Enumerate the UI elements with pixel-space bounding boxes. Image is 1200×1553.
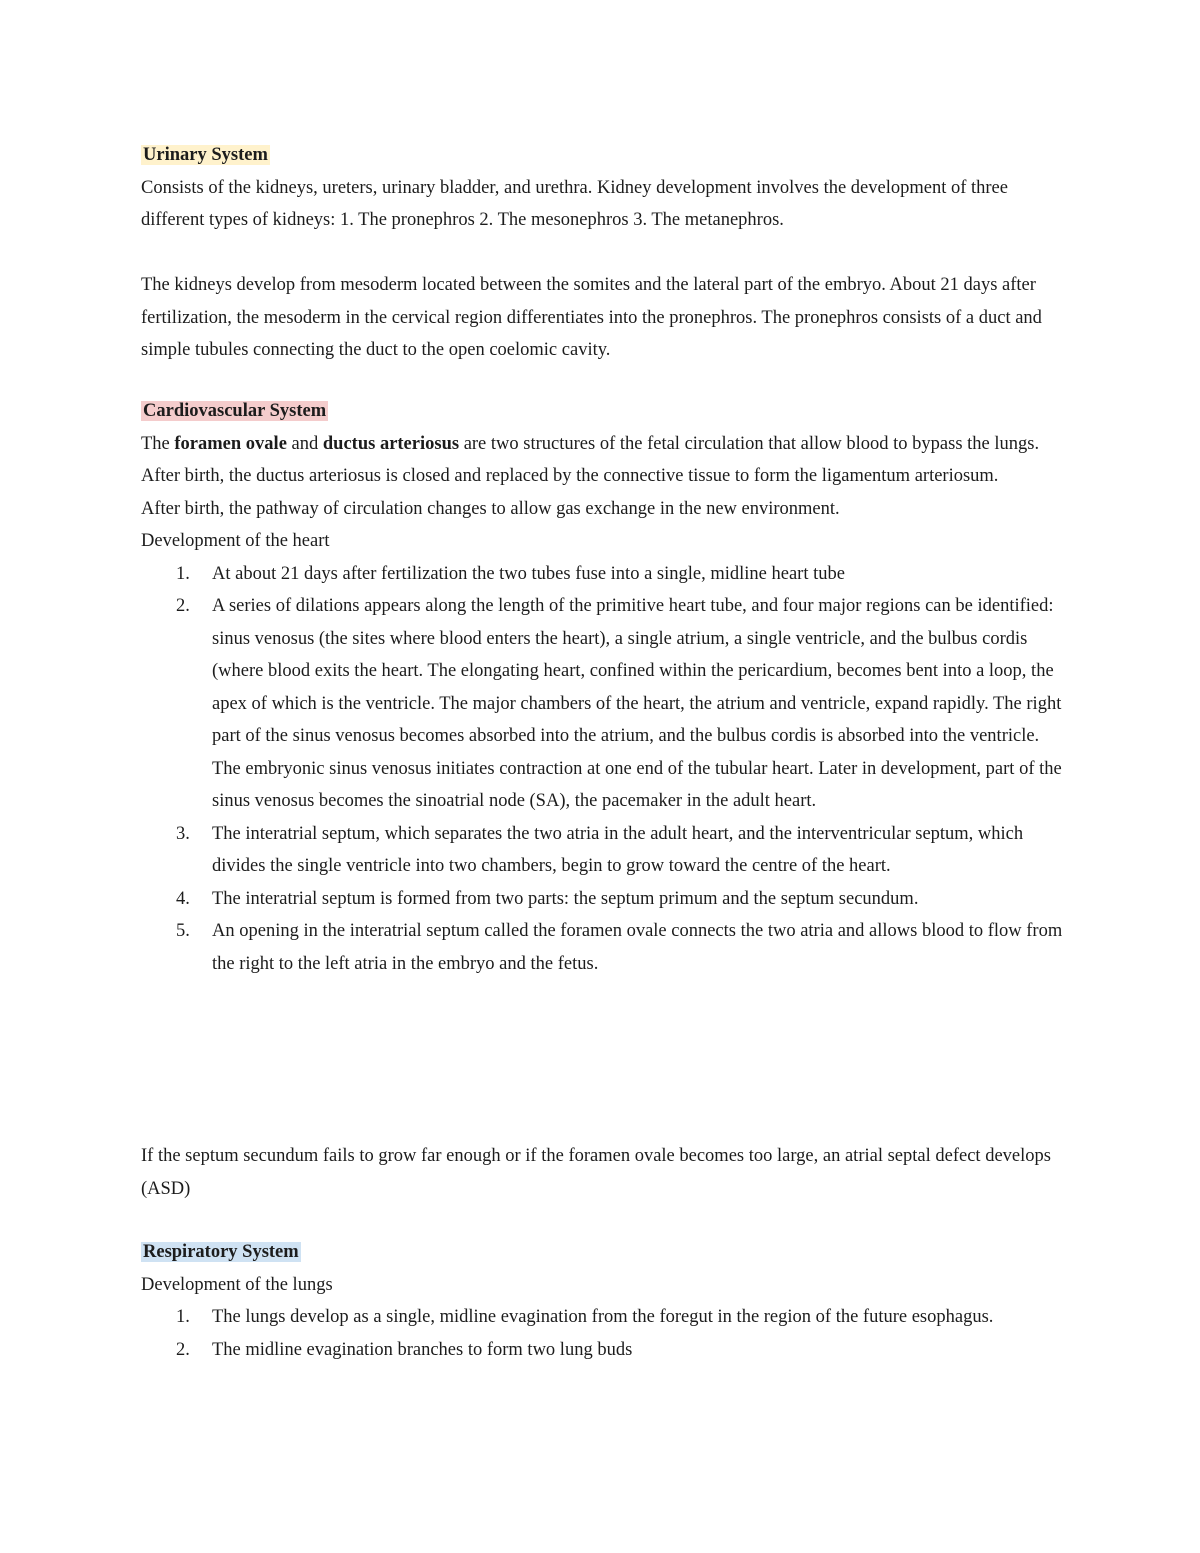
urinary-heading: Urinary System [143,145,268,165]
intro-text-end: are two structures of the fetal circulation that allow blood to bypass the lungs. [459,433,1040,454]
list-item-text: The midline evagination branches to form two lung buds [212,1339,633,1360]
list-item-text: A series of dilations appears along the length of the primitive heart tube, and four major regions can be identified: sinus venosus (the sites where blood enters the heart), a single atrium, a single ventricle, and the bulbus cordis (where blood exits the heart. The elongating heart, confined within the pericardium, becomes bent into a loop, the apex of which is the ventricle. The major chambers of the heart, the atrium and ventricle, expand rapidly. The right part of the sinus venosus becomes absorbed into the atrium, and the bulbus cordis is absorbed into the ventricle. The embryonic sinus venosus initiates contraction at one end of the tubular heart. Later in development, part of the sinus venosus becomes the sinoatrial node (SA), the pacemaker in the adult heart. [212,596,1062,811]
cardiovascular-heading: Cardiovascular System [143,401,327,421]
list-number: 2. [176,596,190,616]
asd-paragraph: If the septum secundum fails to grow far enough or if the foramen ovale becomes too large, an atrial septal defect develops (ASD) [141,1146,1051,1199]
list-item [141,590,1066,818]
lung-development-list [141,1301,1066,1366]
asd-paragraph-block [141,1140,1066,1205]
list-number: 2. [176,1339,190,1360]
cardiovascular-paragraph-3: After birth, the pathway of circulation changes to allow gas exchange in the new environment. [141,498,840,519]
list-item-text: At about 21 days after fertilization the two tubes fuse into a single, midline heart tube [212,563,845,584]
heart-development-label: Development of the heart [141,531,330,551]
urinary-paragraph-2-block [141,269,1066,367]
heart-development-list [141,558,1066,981]
list-number: 4. [176,888,190,909]
cardiovascular-section [141,395,1066,980]
list-item [141,883,1066,916]
ductus-arteriosus-term: ductus arteriosus [322,433,460,454]
intro-text-mid: and [286,433,323,454]
cardiovascular-paragraph-2: After birth, the ductus arteriosus is closed and replaced by the connective tissue to form the ligamentum arteriosum. [141,466,999,486]
lung-development-label: Development of the lungs [141,1274,333,1295]
urinary-paragraph-1: Consists of the kidneys, ureters, urinary bladder, and urethra. Kidney development involves the development of three different types of kidneys: 1. The pronephros 2. The mesonephros 3. The metanephros. [141,177,1008,230]
list-number: 1. [176,1307,190,1327]
urinary-section [141,139,1066,237]
list-item-text: The interatrial septum is formed from two parts: the septum primum and the septum secundum. [212,888,919,909]
cardiovascular-intro [141,428,1066,461]
list-item [141,558,1066,591]
list-item-text: The interatrial septum, which separates the two atria in the adult heart, and the interventricular septum, which divides the single ventricle into two chambers, begin to grow toward the centre of the heart. [212,823,1024,876]
foramen-ovale-term: foramen ovale [174,433,287,454]
intro-text-start: The [141,433,175,454]
list-item [141,915,1066,980]
list-item-text: The lungs develop as a single, midline evagination from the foregut in the region of the future esophagus. [212,1307,994,1327]
respiratory-heading: Respiratory System [143,1242,299,1262]
list-item [141,1301,1066,1334]
list-number: 1. [176,563,190,584]
list-number: 5. [176,921,190,941]
respiratory-section [141,1236,1066,1366]
list-number: 3. [176,823,190,844]
list-item-text: An opening in the interatrial septum called the foramen ovale connects the two atria and allows blood to flow from the right to the left atria in the embryo and the fetus. [212,921,1063,974]
list-item [141,1334,1066,1367]
urinary-paragraph-2: The kidneys develop from mesoderm located between the somites and the lateral part of the embryo. About 21 days after fertilization, the mesoderm in the cervical region differentiates into the pronephros. The pronephros consists of a duct and simple tubules connecting the duct to the open coelomic cavity. [141,275,1042,360]
list-item [141,818,1066,883]
